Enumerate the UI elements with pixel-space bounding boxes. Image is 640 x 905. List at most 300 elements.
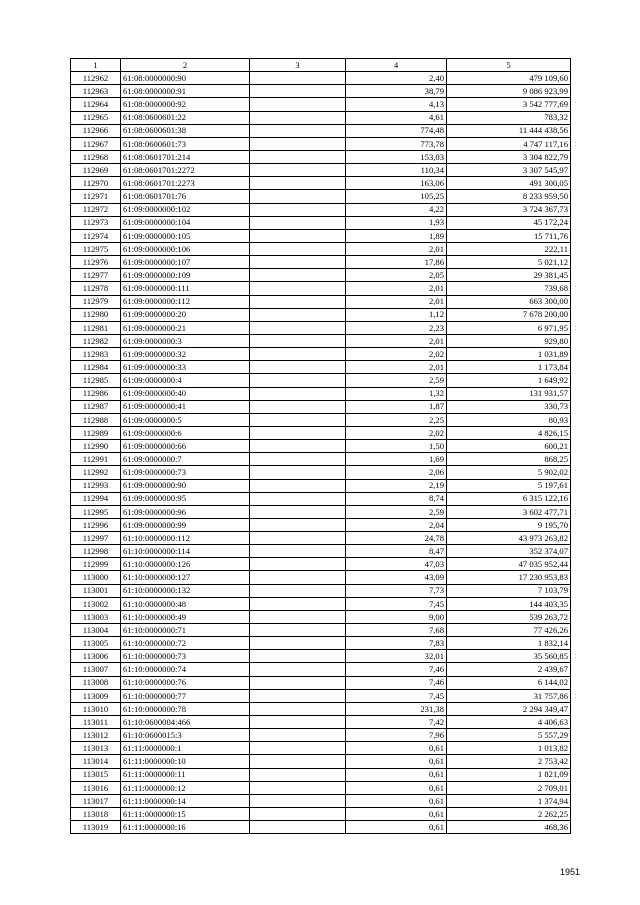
cadastral-number: 61:09:0000000:90 [121, 479, 250, 492]
cost-value: 468,36 [447, 821, 571, 834]
table-row [71, 479, 571, 492]
area-value: 32,01 [346, 650, 447, 663]
column-3-cell [250, 808, 346, 821]
column-3-cell [250, 440, 346, 453]
cadastral-number: 61:08:0601701:76 [121, 190, 250, 203]
table-row [71, 742, 571, 755]
cost-value: 35 560,85 [447, 650, 571, 663]
cadastral-number: 61:10:0000000:71 [121, 624, 250, 637]
area-value: 7,73 [346, 584, 447, 597]
cost-value: 2 262,25 [447, 808, 571, 821]
column-3-cell [250, 571, 346, 584]
cadastral-number: 61:10:0000000:126 [121, 558, 250, 571]
column-3-cell [250, 137, 346, 150]
table-row [71, 650, 571, 663]
table-row [71, 334, 571, 347]
cadastral-number: 61:09:0000000:105 [121, 229, 250, 242]
cadastral-number: 61:10:0000000:49 [121, 610, 250, 623]
column-3-cell [250, 124, 346, 137]
column-3-cell [250, 624, 346, 637]
page-number: 1951 [560, 867, 581, 877]
cadastral-number: 61:09:0000000:66 [121, 440, 250, 453]
cost-value: 479 109,60 [447, 72, 571, 85]
column-3-cell [250, 702, 346, 715]
table-row [71, 505, 571, 518]
row-number: 112984 [71, 361, 121, 374]
cadastral-number: 61:10:0000000:78 [121, 702, 250, 715]
table-row [71, 755, 571, 768]
cost-value: 1 821,09 [447, 768, 571, 781]
cadastral-number: 61:11:0000000:15 [121, 808, 250, 821]
row-number: 112990 [71, 440, 121, 453]
column-3-cell [250, 650, 346, 663]
cadastral-number: 61:09:0000000:6 [121, 426, 250, 439]
row-number: 112981 [71, 321, 121, 334]
cadastral-number: 61:10:0600004:466 [121, 716, 250, 729]
column-3-cell [250, 505, 346, 518]
area-value: 163,06 [346, 177, 447, 190]
row-number: 113017 [71, 794, 121, 807]
row-number: 113016 [71, 781, 121, 794]
row-number: 112976 [71, 256, 121, 269]
cost-value: 3 602 477,71 [447, 505, 571, 518]
cost-value: 2 753,42 [447, 755, 571, 768]
cost-value: 144 403,35 [447, 597, 571, 610]
area-value: 2,23 [346, 321, 447, 334]
cadastral-number: 61:09:0000000:99 [121, 518, 250, 531]
table-row [71, 624, 571, 637]
cadastral-number: 61:09:0000000:4 [121, 374, 250, 387]
cadastral-number: 61:09:0000000:112 [121, 295, 250, 308]
cadastral-number: 61:08:0600601:22 [121, 111, 250, 124]
cost-value: 3 304 822,79 [447, 150, 571, 163]
column-3-cell [250, 466, 346, 479]
row-number: 112995 [71, 505, 121, 518]
cost-value: 2 294 349,47 [447, 702, 571, 715]
table-row [71, 689, 571, 702]
row-number: 112989 [71, 426, 121, 439]
cadastral-number: 61:09:0000000:20 [121, 308, 250, 321]
cadastral-number: 61:11:0000000:11 [121, 768, 250, 781]
row-number: 113002 [71, 597, 121, 610]
cadastral-number: 61:08:0000000:92 [121, 98, 250, 111]
row-number: 112986 [71, 387, 121, 400]
column-3-cell [250, 821, 346, 834]
cost-value: 3 724 367,73 [447, 203, 571, 216]
column-3-cell [250, 190, 346, 203]
row-number: 112996 [71, 518, 121, 531]
row-number: 113000 [71, 571, 121, 584]
column-3-cell [250, 229, 346, 242]
cost-value: 1 013,82 [447, 742, 571, 755]
column-3-cell [250, 98, 346, 111]
cadastral-number: 61:09:0000000:111 [121, 282, 250, 295]
column-header-5: 5 [447, 59, 571, 72]
row-number: 112988 [71, 413, 121, 426]
column-3-cell [250, 413, 346, 426]
cadastral-number: 61:10:0000000:76 [121, 676, 250, 689]
cadastral-number: 61:10:0000000:48 [121, 597, 250, 610]
area-value: 2,19 [346, 479, 447, 492]
cadastral-number: 61:11:0000000:14 [121, 794, 250, 807]
area-value: 231,38 [346, 702, 447, 715]
column-3-cell [250, 755, 346, 768]
column-3-cell [250, 676, 346, 689]
column-3-cell [250, 321, 346, 334]
row-number: 113011 [71, 716, 121, 729]
cadastral-number: 61:09:0000000:7 [121, 453, 250, 466]
row-number: 112966 [71, 124, 121, 137]
cost-value: 222,11 [447, 242, 571, 255]
cost-value: 7 103,79 [447, 584, 571, 597]
row-number: 113012 [71, 729, 121, 742]
row-number: 112962 [71, 72, 121, 85]
cadastral-number: 61:09:0000000:104 [121, 216, 250, 229]
row-number: 113008 [71, 676, 121, 689]
area-value: 0,61 [346, 768, 447, 781]
area-value: 47,03 [346, 558, 447, 571]
table-row [71, 637, 571, 650]
column-3-cell [250, 72, 346, 85]
area-value: 1,87 [346, 400, 447, 413]
cost-value: 5 902,02 [447, 466, 571, 479]
table-row [71, 242, 571, 255]
table-row [71, 466, 571, 479]
cadastral-number: 61:08:0000000:90 [121, 72, 250, 85]
column-3-cell [250, 111, 346, 124]
cadastral-number: 61:09:0000000:73 [121, 466, 250, 479]
table-row [71, 111, 571, 124]
area-value: 8,47 [346, 545, 447, 558]
column-3-cell [250, 269, 346, 282]
cadastral-number: 61:08:0600601:73 [121, 137, 250, 150]
column-3-cell [250, 610, 346, 623]
column-3-cell [250, 794, 346, 807]
column-3-cell [250, 177, 346, 190]
cadastral-number: 61:11:0000000:10 [121, 755, 250, 768]
column-3-cell [250, 150, 346, 163]
area-value: 2,01 [346, 242, 447, 255]
column-header-1: 1 [71, 59, 121, 72]
table-row [71, 584, 571, 597]
column-3-cell [250, 308, 346, 321]
area-value: 0,61 [346, 808, 447, 821]
column-3-cell [250, 768, 346, 781]
area-value: 9,00 [346, 610, 447, 623]
area-value: 2,01 [346, 295, 447, 308]
table-row [71, 821, 571, 834]
row-number: 113018 [71, 808, 121, 821]
row-number: 113003 [71, 610, 121, 623]
cost-value: 17 230 953,83 [447, 571, 571, 584]
cadastral-number: 61:08:0601701:2272 [121, 164, 250, 177]
column-3-cell [250, 334, 346, 347]
column-3-cell [250, 216, 346, 229]
area-value: 7,45 [346, 597, 447, 610]
area-value: 4,61 [346, 111, 447, 124]
cost-value: 5 197,61 [447, 479, 571, 492]
row-number: 113005 [71, 637, 121, 650]
column-3-cell [250, 689, 346, 702]
cost-value: 330,73 [447, 400, 571, 413]
table-row [71, 203, 571, 216]
table-row [71, 269, 571, 282]
cadastral-number: 61:10:0000000:132 [121, 584, 250, 597]
area-value: 110,34 [346, 164, 447, 177]
area-value: 2,59 [346, 374, 447, 387]
row-number: 112968 [71, 150, 121, 163]
area-value: 2,05 [346, 269, 447, 282]
column-3-cell [250, 597, 346, 610]
cadastral-number: 61:10:0000000:127 [121, 571, 250, 584]
table-row [71, 716, 571, 729]
table-row [71, 177, 571, 190]
area-value: 0,61 [346, 781, 447, 794]
row-number: 113014 [71, 755, 121, 768]
table-row [71, 413, 571, 426]
table-body [71, 72, 571, 834]
area-value: 0,61 [346, 794, 447, 807]
cadastral-number: 61:09:0000000:95 [121, 492, 250, 505]
row-number: 112964 [71, 98, 121, 111]
cadastral-number: 61:11:0000000:12 [121, 781, 250, 794]
column-3-cell [250, 729, 346, 742]
row-number: 112974 [71, 229, 121, 242]
cost-value: 783,32 [447, 111, 571, 124]
area-value: 774,48 [346, 124, 447, 137]
column-3-cell [250, 584, 346, 597]
cadastral-number: 61:09:0000000:32 [121, 348, 250, 361]
cadastral-number: 61:09:0000000:33 [121, 361, 250, 374]
data-table [70, 58, 571, 834]
area-value: 7,68 [346, 624, 447, 637]
row-number: 112992 [71, 466, 121, 479]
cadastral-number: 61:09:0000000:3 [121, 334, 250, 347]
row-number: 112967 [71, 137, 121, 150]
row-number: 113004 [71, 624, 121, 637]
column-3-cell [250, 374, 346, 387]
cost-value: 9 086 923,99 [447, 85, 571, 98]
column-3-cell [250, 742, 346, 755]
column-3-cell [250, 387, 346, 400]
cost-value: 47 035 952,44 [447, 558, 571, 571]
area-value: 7,96 [346, 729, 447, 742]
column-3-cell [250, 532, 346, 545]
cost-value: 539 263,72 [447, 610, 571, 623]
table-row [71, 558, 571, 571]
column-3-cell [250, 348, 346, 361]
table-row [71, 229, 571, 242]
area-value: 773,78 [346, 137, 447, 150]
area-value: 17,86 [346, 256, 447, 269]
area-value: 0,61 [346, 821, 447, 834]
cost-value: 739,68 [447, 282, 571, 295]
cadastral-number: 61:08:0600601:38 [121, 124, 250, 137]
row-number: 112998 [71, 545, 121, 558]
table-row [71, 729, 571, 742]
cadastral-number: 61:10:0000000:72 [121, 637, 250, 650]
table-row [71, 256, 571, 269]
cost-value: 1 649,92 [447, 374, 571, 387]
cadastral-number: 61:09:0000000:5 [121, 413, 250, 426]
area-value: 1,93 [346, 216, 447, 229]
table-row [71, 400, 571, 413]
row-number: 112965 [71, 111, 121, 124]
row-number: 112994 [71, 492, 121, 505]
cost-value: 131 931,57 [447, 387, 571, 400]
row-number: 112979 [71, 295, 121, 308]
cost-value: 4 406,63 [447, 716, 571, 729]
cost-value: 868,25 [447, 453, 571, 466]
row-number: 112963 [71, 85, 121, 98]
row-number: 112969 [71, 164, 121, 177]
area-value: 4,22 [346, 203, 447, 216]
column-3-cell [250, 203, 346, 216]
area-value: 1,32 [346, 387, 447, 400]
row-number: 112983 [71, 348, 121, 361]
table-row [71, 518, 571, 531]
column-3-cell [250, 492, 346, 505]
table-row [71, 282, 571, 295]
header-row [71, 59, 571, 72]
cost-value: 600,21 [447, 440, 571, 453]
cost-value: 31 757,86 [447, 689, 571, 702]
cost-value: 929,80 [447, 334, 571, 347]
area-value: 24,78 [346, 532, 447, 545]
cadastral-number: 61:11:0000000:16 [121, 821, 250, 834]
cadastral-number: 61:10:0000000:112 [121, 532, 250, 545]
area-value: 2,01 [346, 334, 447, 347]
area-value: 7,42 [346, 716, 447, 729]
row-number: 112987 [71, 400, 121, 413]
table-row [71, 387, 571, 400]
area-value: 153,03 [346, 150, 447, 163]
row-number: 113019 [71, 821, 121, 834]
table-row [71, 571, 571, 584]
area-value: 2,25 [346, 413, 447, 426]
column-3-cell [250, 479, 346, 492]
cost-value: 15 711,76 [447, 229, 571, 242]
table-row [71, 426, 571, 439]
table-row [71, 216, 571, 229]
table-row [71, 794, 571, 807]
area-value: 2,01 [346, 282, 447, 295]
area-value: 7,45 [346, 689, 447, 702]
cost-value: 5 021,12 [447, 256, 571, 269]
cost-value: 2 709,01 [447, 781, 571, 794]
cadastral-number: 61:09:0000000:102 [121, 203, 250, 216]
cadastral-number: 61:09:0000000:41 [121, 400, 250, 413]
cost-value: 43 973 263,82 [447, 532, 571, 545]
table-row [71, 137, 571, 150]
row-number: 113010 [71, 702, 121, 715]
column-3-cell [250, 716, 346, 729]
row-number: 112973 [71, 216, 121, 229]
cost-value: 1 374,94 [447, 794, 571, 807]
column-3-cell [250, 426, 346, 439]
table-row [71, 610, 571, 623]
area-value: 2,06 [346, 466, 447, 479]
column-3-cell [250, 663, 346, 676]
cost-value: 352 374,07 [447, 545, 571, 558]
table-row [71, 532, 571, 545]
cost-value: 6 315 122,16 [447, 492, 571, 505]
cadastral-number: 61:10:0000000:73 [121, 650, 250, 663]
table-row [71, 308, 571, 321]
cadastral-number: 61:09:0000000:40 [121, 387, 250, 400]
cost-value: 11 444 438,56 [447, 124, 571, 137]
column-3-cell [250, 558, 346, 571]
area-value: 1,50 [346, 440, 447, 453]
cost-value: 8 233 959,50 [447, 190, 571, 203]
cadastral-number: 61:10:0000000:74 [121, 663, 250, 676]
cadastral-number: 61:10:0000000:114 [121, 545, 250, 558]
column-3-cell [250, 282, 346, 295]
cadastral-number: 61:08:0000000:91 [121, 85, 250, 98]
column-3-cell [250, 400, 346, 413]
area-value: 0,61 [346, 742, 447, 755]
cadastral-number: 61:11:0000000:1 [121, 742, 250, 755]
cost-value: 2 439,67 [447, 663, 571, 676]
cost-value: 9 195,70 [447, 518, 571, 531]
area-value: 0,61 [346, 755, 447, 768]
area-value: 2,04 [346, 518, 447, 531]
cost-value: 491 300,05 [447, 177, 571, 190]
row-number: 112999 [71, 558, 121, 571]
row-number: 112978 [71, 282, 121, 295]
cadastral-number: 61:08:0601701:214 [121, 150, 250, 163]
cadastral-number: 61:10:0000000:77 [121, 689, 250, 702]
cadastral-number: 61:10:0600015:3 [121, 729, 250, 742]
table-row [71, 492, 571, 505]
table-row [71, 190, 571, 203]
cost-value: 29 381,45 [447, 269, 571, 282]
area-value: 2,59 [346, 505, 447, 518]
area-value: 4,13 [346, 98, 447, 111]
table-row [71, 768, 571, 781]
cost-value: 1 173,84 [447, 361, 571, 374]
row-number: 112975 [71, 242, 121, 255]
table-row [71, 663, 571, 676]
row-number: 112982 [71, 334, 121, 347]
area-value: 1,12 [346, 308, 447, 321]
table-row [71, 453, 571, 466]
row-number: 113013 [71, 742, 121, 755]
table-row [71, 164, 571, 177]
cost-value: 4 826,15 [447, 426, 571, 439]
cost-value: 45 172,24 [447, 216, 571, 229]
area-value: 2,02 [346, 426, 447, 439]
row-number: 112997 [71, 532, 121, 545]
cadastral-number: 61:09:0000000:106 [121, 242, 250, 255]
table-row [71, 98, 571, 111]
cost-value: 1 031,89 [447, 348, 571, 361]
table-row [71, 361, 571, 374]
table-row [71, 124, 571, 137]
cadastral-number: 61:08:0601701:2273 [121, 177, 250, 190]
column-header-2: 2 [121, 59, 250, 72]
area-value: 7,46 [346, 663, 447, 676]
row-number: 113006 [71, 650, 121, 663]
table-row [71, 150, 571, 163]
cost-value: 4 747 117,16 [447, 137, 571, 150]
table-row [71, 440, 571, 453]
column-header-3: 3 [250, 59, 346, 72]
cadastral-number: 61:09:0000000:107 [121, 256, 250, 269]
cadastral-number: 61:09:0000000:96 [121, 505, 250, 518]
area-value: 38,79 [346, 85, 447, 98]
row-number: 112972 [71, 203, 121, 216]
